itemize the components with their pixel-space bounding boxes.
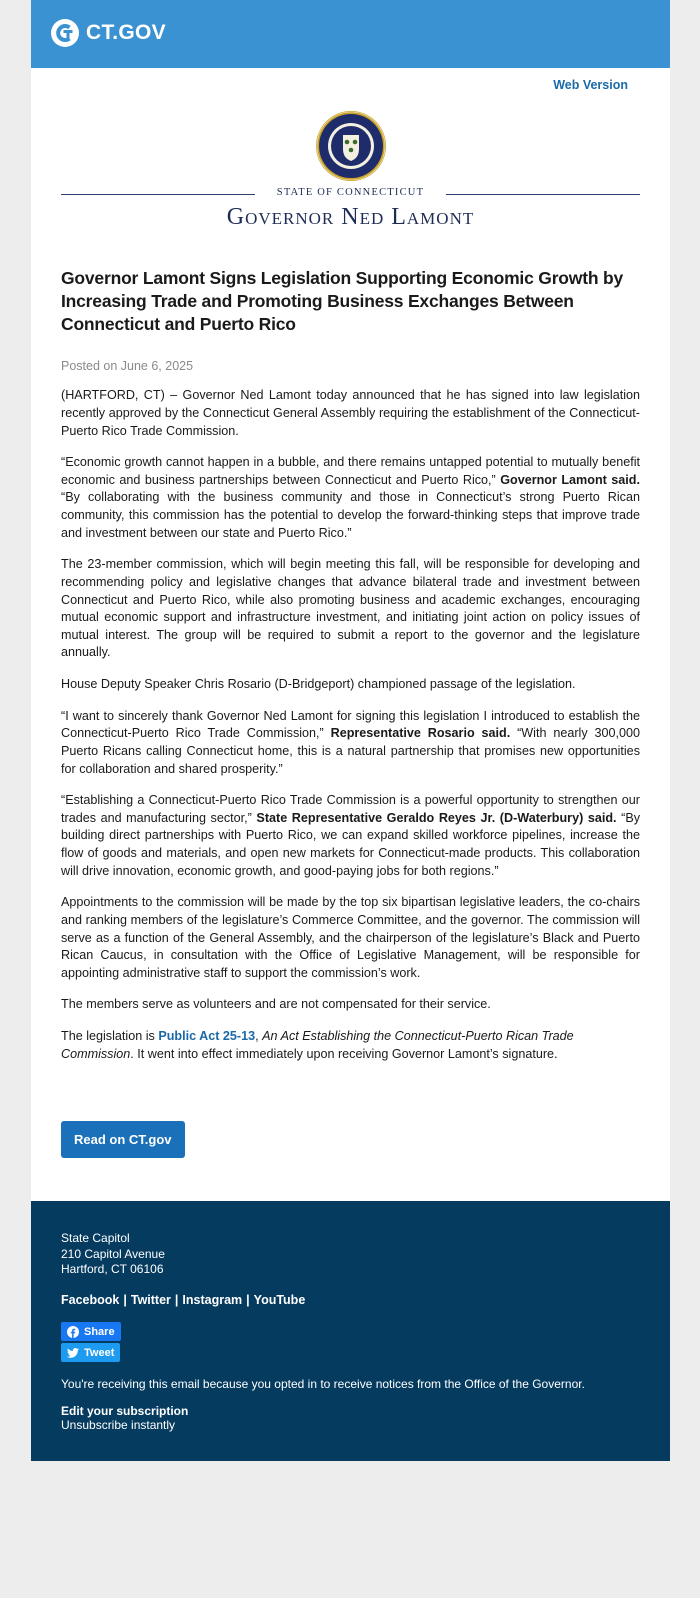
facebook-link[interactable]: Facebook: [61, 1293, 120, 1308]
separator: |: [123, 1293, 127, 1308]
web-version-link[interactable]: Web Version: [553, 78, 628, 92]
state-seal-icon: [315, 110, 387, 182]
paragraph-9: [61, 1028, 640, 1063]
read-on-ctgov-button[interactable]: Read on CT.gov: [61, 1121, 185, 1158]
top-bar: [31, 0, 670, 68]
speaker: Representative Rosario said.: [330, 726, 511, 741]
divider-right: [446, 194, 640, 195]
twitter-bird-icon: [67, 1348, 79, 1358]
ctgov-brand[interactable]: [51, 19, 166, 47]
separator: |: [246, 1293, 250, 1308]
quote-text: “With nearly 300,000 Puerto Ricans calling Connecticut home, this is a natural partnership that promises new opportunities for collaboration and shared prosperity.”: [61, 726, 640, 776]
governor-name: Governor Ned Lamont: [226, 204, 475, 230]
ctgov-logo-icon: [51, 19, 79, 47]
edit-subscription-link[interactable]: Edit your subscription: [61, 1404, 189, 1419]
address-line: 210 Capitol Avenue: [61, 1246, 165, 1261]
state-seal: [61, 110, 640, 182]
share-buttons: [61, 1322, 640, 1362]
unsubscribe-link[interactable]: Unsubscribe instantly: [61, 1418, 176, 1433]
footer: [31, 1201, 670, 1461]
speaker: Governor Lamont said.: [500, 472, 640, 487]
text: The legislation is: [61, 1029, 155, 1044]
public-act-link[interactable]: Public Act 25-13: [158, 1029, 256, 1044]
text: . It went into effect immediately upon receiving Governor Lamont’s signature.: [130, 1046, 558, 1061]
paragraph-1: (HARTFORD, CT) – Governor Ned Lamont today announced that he has signed into law legislation recently approved by the Connecticut General Assembly requiring the establishment of the Connecticut-Puerto Rico Trade Commission.: [61, 388, 640, 438]
quote-text: “I want to sincerely thank Governor Ned Lamont for signing this legislation I introduced to establish the Connecticut-Puerto Rico Trade Commission,”: [61, 708, 640, 741]
youtube-link[interactable]: YouTube: [253, 1293, 306, 1308]
paragraph-5: [61, 708, 640, 779]
email-container: [31, 0, 670, 1461]
state-title: STATE OF CONNECTICUT: [276, 187, 425, 198]
act-title: An Act Establishing the Connecticut-Puerto Rican Trade Commission: [61, 1029, 574, 1061]
paragraph-7: Appointments to the commission will be made by the top six bipartisan legislative leaders, the co-chairs and ranking members of the legislature’s Commerce Committee, and the governor. The commission will serve as a function of the General Assembly, and the chairperson of the legislature’s Black and Puerto Rican Caucus, in consultation with the Office of Legislative Management, will be responsible for appointing administrative staff to support the commission’s work.: [61, 895, 640, 980]
address: [61, 1231, 640, 1278]
posted-date: Posted on June 6, 2025: [61, 359, 194, 374]
share-label: Share: [84, 1325, 115, 1338]
paragraph-6: [61, 792, 640, 880]
article-body: [61, 387, 640, 1063]
quote-text: “By building direct partnerships with Puerto Rico, we can expand skilled workforce pipelines, increase the flow of goods and materials, and open new markets for Connecticut-made products. This collaboration will drive innovation, economic growth, and good-paying jobs for both regions.”: [61, 810, 641, 878]
brand-text: CT.GOV: [86, 21, 166, 44]
state-line: [61, 186, 640, 202]
quote-text: “By collaborating with the business community and those in Connecticut’s strong Puerto Rican community, this commission has the potential to develop the forward-thinking steps that improve trade and investment between our state and Puerto Rico.”: [61, 490, 640, 540]
address-line: Hartford, CT 06106: [61, 1262, 164, 1277]
tweet-button[interactable]: [61, 1343, 120, 1362]
twitter-link[interactable]: Twitter: [130, 1293, 171, 1308]
text: ,: [255, 1029, 259, 1044]
social-links: [61, 1293, 640, 1307]
instagram-link[interactable]: Instagram: [182, 1293, 243, 1308]
speaker: State Representative Geraldo Reyes Jr. (D-Waterbury) said.: [256, 810, 617, 825]
paragraph-4: House Deputy Speaker Chris Rosario (D-Bridgeport) championed passage of the legislation.: [61, 677, 576, 692]
separator: |: [174, 1293, 179, 1308]
quote-text: “Establishing a Connecticut-Puerto Rico Trade Commission is a powerful opportunity to strengthen our trades and manufacturing sector,”: [61, 793, 640, 825]
tweet-label: Tweet: [84, 1346, 115, 1359]
paragraph-8: The members serve as volunteers and are not compensated for their service.: [61, 997, 491, 1012]
quote-text: “Economic growth cannot happen in a bubble, and there remains untapped potential to mutually benefit economic and business partnerships between Connecticut and Puerto Rico,”: [61, 455, 640, 487]
paragraph-2: [61, 454, 640, 542]
paragraph-3: The 23-member commission, which will begin meeting this fall, will be responsible for developing and recommending policy and legislative changes that advance bilateral trade and investment between Connecticut and Puerto Rico, while also promoting business and academic exchanges, encouraging mutual economic support and infrastructure investment, and initiating joint action on policy issues of mutual interest. The group will be required to submit a report to the governor and the legislature annually.: [61, 557, 640, 660]
email-body: [31, 68, 670, 1201]
facebook-share-button[interactable]: [61, 1322, 121, 1341]
address-line: State Capitol: [61, 1231, 130, 1246]
subscription-notice: You're receiving this email because you opted in to receive notices from the Office of the Governor.: [61, 1377, 585, 1392]
facebook-icon: [67, 1326, 79, 1338]
article-headline: Governor Lamont Signs Legislation Supporting Economic Growth by Increasing Trade and Promoting Business Exchanges Between Connecticut and Puerto Rico: [61, 268, 624, 335]
